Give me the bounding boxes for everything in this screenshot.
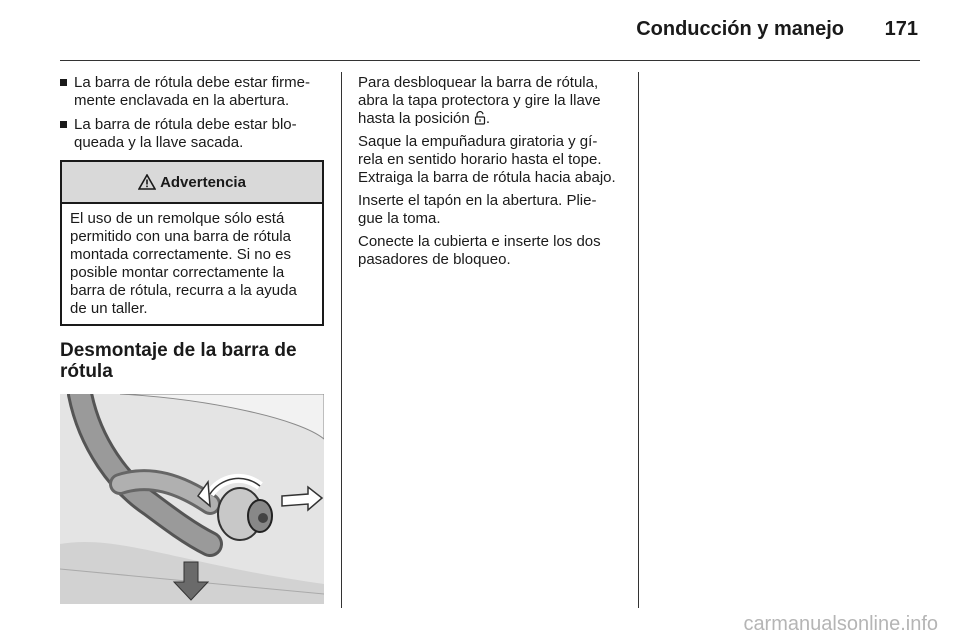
paragraph [358, 74, 622, 128]
bullet-square-icon [60, 79, 67, 86]
page-number: 171 [884, 18, 918, 40]
warning-box [60, 160, 324, 326]
tow-bar-illustration [60, 394, 324, 604]
watermark-text: carmanualsonline.info [743, 613, 938, 635]
unlocked-padlock-icon [474, 111, 486, 125]
warning-header [62, 162, 322, 204]
paragraph: Saque la empuñadura giratoria y gí- rela en sentido horario hasta el tope. Extraiga la barra de rótula hacia abajo. [358, 133, 616, 186]
paragraph-end: . [485, 110, 491, 127]
column-divider-2 [638, 72, 639, 608]
bullet-text: La barra de rótula debe estar blo- queada y la llave sacada. [74, 116, 297, 151]
tow-bar-drawing [60, 394, 324, 604]
bullet-square-icon [60, 121, 67, 128]
section-title: Desmontaje de la barra de rótula [60, 340, 297, 382]
page-header [0, 0, 960, 62]
paragraph: Inserte el tapón en la abertura. Plie- gue la toma. [358, 192, 597, 227]
column-2 [358, 74, 622, 274]
column-divider-1 [341, 72, 342, 608]
bullet-text: La barra de rótula debe estar firme- mente enclavada en la abertura. [74, 74, 310, 109]
paragraph: Conecte la cubierta e inserte los dos pasadores de bloqueo. [358, 233, 601, 268]
column-1 [60, 74, 324, 604]
page-title: Conducción y manejo [636, 18, 844, 40]
bullet-item [60, 74, 324, 110]
paragraph-text: Para desbloquear la barra de rótula, abra la tapa protectora y gire la llave hasta la posición [358, 74, 601, 127]
header-rule [60, 60, 920, 61]
warning-triangle-icon [138, 174, 156, 190]
warning-text: El uso de un remolque sólo está permitido con una barra de rótula montada correctamente. Si no es posible montar correctamente la barra de rótula, recurra a la ayuda de un taller. [70, 210, 297, 317]
warning-title: Advertencia [160, 173, 246, 191]
bullet-item [60, 116, 324, 152]
